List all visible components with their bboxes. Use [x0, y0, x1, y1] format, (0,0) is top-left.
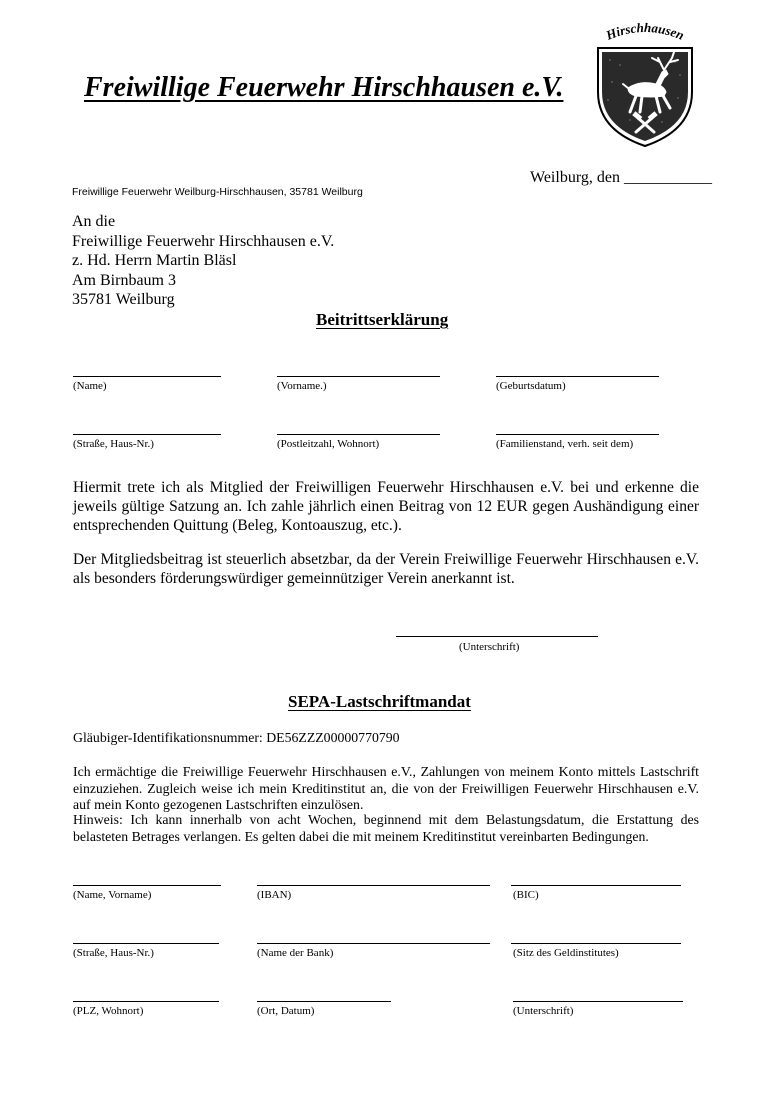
- iban-field-label: (IBAN): [257, 889, 292, 901]
- bank-field-line[interactable]: [257, 943, 490, 944]
- plz-field-line[interactable]: [277, 434, 440, 435]
- membership-paragraph-1: Hiermit trete ich als Mitglied der Freiwilligen Feuerwehr Hirschhausen e.V. bei und erkenne die jeweils gültige Satzung an. Ich zahle jährlich einen Beitrag von 12 EUR gegen Aushändigung einer entsprechenden Quittung (Beleg, Kontoauszug, etc.).: [73, 479, 699, 534]
- sepa-signature-line[interactable]: [513, 1001, 683, 1002]
- strasse-field-label: (Straße, Haus-Nr.): [73, 438, 154, 450]
- name-field-label: (Name): [73, 380, 107, 392]
- crest-text: Hirschhausen: [603, 20, 687, 43]
- address-line: z. Hd. Herrn Martin Bläsl: [72, 252, 237, 269]
- sepa-strasse-field-line[interactable]: [73, 943, 219, 944]
- iban-field-line[interactable]: [257, 885, 490, 886]
- familienstand-field-label: (Familienstand, verh. seit dem): [496, 438, 634, 450]
- organization-title: Freiwillige Feuerwehr Hirschhausen e.V.: [84, 72, 564, 103]
- familienstand-field-line[interactable]: [496, 434, 659, 435]
- membership-paragraph-2: Der Mitgliedsbeitrag ist steuerlich absetzbar, da der Verein Freiwillige Feuerwehr Hirschhausen e.V. als besonders förderungswürdiger gemeinnütziger Verein anerkannt ist.: [73, 551, 699, 587]
- bic-field-line[interactable]: [511, 885, 681, 886]
- address-line: An die: [72, 213, 116, 230]
- vorname-field-label: (Vorname.): [277, 380, 327, 392]
- name-vorname-field-label: (Name, Vorname): [73, 889, 152, 901]
- membership-heading: Beitrittserklärung: [316, 310, 449, 329]
- bic-field-label: (BIC): [513, 889, 539, 901]
- sitz-field-line[interactable]: [511, 943, 681, 944]
- recipient-address: [72, 212, 334, 310]
- sepa-plz-field-line[interactable]: [73, 1001, 219, 1002]
- crest-logo: [590, 20, 700, 150]
- plz-field-label: (Postleitzahl, Wohnort): [277, 438, 380, 450]
- sepa-plz-field-label: (PLZ, Wohnort): [73, 1005, 144, 1017]
- sepa-heading: SEPA-Lastschriftmandat: [288, 692, 471, 711]
- membership-signature-label: (Unterschrift): [459, 641, 520, 653]
- membership-signature-line[interactable]: [396, 636, 598, 637]
- address-line: Am Birnbaum 3: [72, 271, 176, 289]
- name-field-line[interactable]: [73, 376, 221, 377]
- creditor-id: Gläubiger-Identifikationsnummer: DE56ZZZ00000770790: [73, 730, 400, 745]
- address-line: 35781 Weilburg: [72, 291, 175, 308]
- name-vorname-field-line[interactable]: [73, 885, 221, 886]
- vorname-field-line[interactable]: [277, 376, 440, 377]
- sepa-paragraph-1: Ich ermächtige die Freiwillige Feuerwehr Hirschhausen e.V., Zahlungen von meinem Konto mittels Lastschrift einzuziehen. Zugleich weise ich mein Kreditinstitut an, die von der Freiwilligen Feuerwehr Hirschhausen e.V. auf mein Konto gezogenen Lastschriften einzulösen.: [73, 764, 699, 812]
- strasse-field-line[interactable]: [73, 434, 221, 435]
- sepa-paragraph-2: Hinweis: Ich kann innerhalb von acht Wochen, beginnend mit dem Belastungsdatum, die Erstattung des belasteten Betrages verlangen. Es gelten dabei die mit meinem Kreditinstitut vereinbarten Bedingungen.: [73, 812, 699, 844]
- sitz-field-label: (Sitz des Geldinstitutes): [513, 947, 619, 959]
- geburtsdatum-field-line[interactable]: [496, 376, 659, 377]
- sepa-strasse-field-label: (Straße, Haus-Nr.): [73, 947, 154, 959]
- sepa-signature-label: (Unterschrift): [513, 1005, 574, 1017]
- geburtsdatum-field-label: (Geburtsdatum): [496, 380, 566, 392]
- ort-datum-field-label: (Ort, Datum): [257, 1005, 315, 1017]
- ort-datum-field-line[interactable]: [257, 1001, 391, 1002]
- svg-text:Hirschhausen: [603, 20, 686, 43]
- address-line: Freiwillige Feuerwehr Hirschhausen e.V.: [72, 232, 335, 250]
- bank-field-label: (Name der Bank): [257, 947, 334, 959]
- date-line: Weilburg, den ___________: [530, 169, 712, 186]
- sender-line: Freiwillige Feuerwehr Weilburg-Hirschhausen, 35781 Weilburg: [72, 186, 363, 198]
